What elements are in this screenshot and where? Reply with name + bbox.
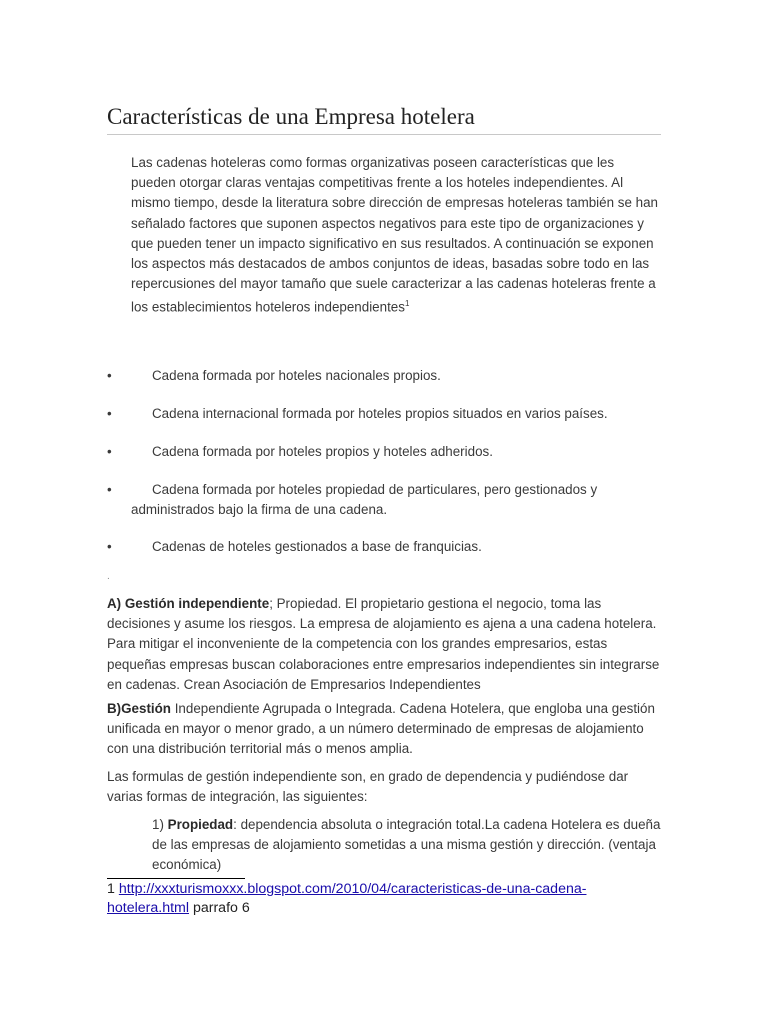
list-item-text: Cadena formada por hoteles propiedad de particulares, pero gestionados y administrados bajo la firma de una cadena. [131, 482, 598, 518]
intro-paragraph [131, 153, 661, 318]
section-a-label: A) Gestión independiente [107, 596, 270, 611]
footnote-separator [107, 878, 245, 879]
bullet-marker: • [107, 406, 112, 421]
list-item [107, 537, 482, 557]
bullet-marker: • [107, 368, 112, 383]
list-item-text: Cadenas de hoteles gestionados a base de franquicias. [152, 539, 482, 554]
bullet-marker: • [107, 539, 112, 554]
item-text: : dependencia absoluta o integración total.La cadena Hotelera es dueña de las empresas de alojamiento sometidas a una misma gestión y dirección. (ventaja económica) [152, 817, 661, 873]
list-item-text: Cadena formada por hoteles propios y hoteles adheridos. [152, 444, 493, 459]
bullet-marker: • [107, 444, 112, 459]
section-b-paragraph [107, 699, 663, 760]
list-item-text: Cadena formada por hoteles nacionales propios. [152, 368, 441, 383]
footnote-suffix: parrafo 6 [189, 900, 250, 916]
section-a-text: ; Propiedad. El propietario gestiona el negocio, toma las decisiones y asume los riesgos. La empresa de alojamiento es ajena a una cadena hotelera. Para mitigar el inconveniente de la competencia con los grandes empresarios, estas pequeñas empresas buscan colaboraciones entre empresarios independientes sin integrarse en cadenas. Crean Asociación de Empresarios Independientes [107, 596, 660, 692]
section-b-label: B)Gestión [107, 701, 171, 716]
intro-text: Las cadenas hoteleras como formas organizativas poseen características que les pueden otorgar claras ventajas competitivas frente a los hoteles independientes. Al mismo tiempo, desde la literatura sobre dirección de empresas hoteleras también se han señalado factores que suponen aspectos negativos para este tipo de organizaciones y que pueden tener un impacto significativo en sus resultados. A continuación se exponen los aspectos más destacados de ambos conjuntos de ideas, basadas sobre todo en las repercusiones del mayor tamaño que suele caracterizar a las cadenas hoteleras frente a los establecimientos hoteleros independientes [131, 155, 658, 315]
bullet-marker: • [107, 482, 112, 497]
footnote-number: 1 [107, 881, 119, 897]
list-item-text: Cadena internacional formada por hoteles propios situados en varios países. [152, 406, 608, 421]
document-title: Características de una Empresa hotelera [107, 104, 661, 135]
footnote-reference: 1 [404, 299, 410, 309]
footnote-link[interactable]: http://xxxturismoxxx.blogspot.com/2010/04/caracteristicas-de-una-cadena-hotelera.html [107, 881, 587, 916]
footnote [107, 880, 667, 918]
item-label: Propiedad [167, 817, 234, 832]
list-item [107, 366, 441, 386]
propiedad-item [152, 815, 662, 876]
item-number: 1) [152, 817, 168, 832]
list-item [107, 442, 493, 462]
separator-dot: . [107, 571, 110, 582]
section-a-paragraph [107, 594, 663, 695]
formulas-paragraph: Las formulas de gestión independiente son, en grado de dependencia y pudiéndose dar varias formas de integración, las siguientes: [107, 769, 629, 805]
list-item [107, 480, 667, 520]
section-b-text: Independiente Agrupada o Integrada. Cadena Hotelera, que engloba una gestión unificada en mayor o menor grado, a un número determinado de empresas de alojamiento con una distribución territorial más o menos amplia. [107, 701, 655, 757]
list-item [107, 404, 608, 424]
